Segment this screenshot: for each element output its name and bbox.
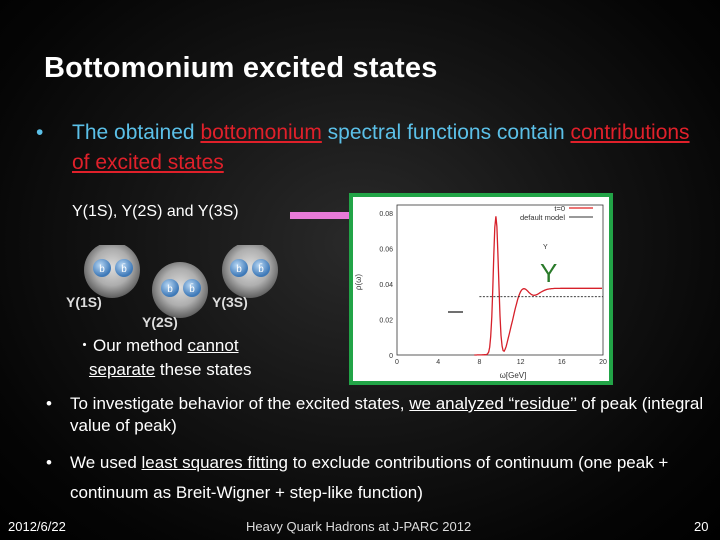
meson-2s <box>152 262 208 318</box>
bullet-text: spectral functions contain <box>321 121 571 144</box>
method-prefix: ・Our method <box>76 336 188 355</box>
y-tick-label: 0.08 <box>379 211 393 218</box>
y-tick-label: 0.04 <box>379 282 393 289</box>
meson-3s <box>222 245 278 298</box>
x-tick-label: 0 <box>395 359 399 366</box>
states-label: Y(1S), Y(2S) and Y(3S) <box>72 203 239 220</box>
bullet-obtained-spectral <box>36 118 692 178</box>
bullet-text: The obtained <box>72 121 201 144</box>
bullet-residue <box>46 393 720 437</box>
cannot-text: cannot <box>187 336 239 355</box>
y-tick-label: 0 <box>389 353 393 360</box>
method-rest: these states <box>155 360 252 379</box>
meson-2s-label: Y(2S) <box>142 314 178 330</box>
x-tick-label: 20 <box>599 359 607 366</box>
x-tick-label: 12 <box>516 359 525 366</box>
bullet-fitting <box>46 448 720 508</box>
excited-states-highlight: contributions of excited states <box>72 121 690 174</box>
bullet-text: To investigate behavior of the excited states, <box>70 394 410 413</box>
meson-1s <box>84 245 140 298</box>
y-tick-label: 0.06 <box>379 246 393 254</box>
peak-annotation: Y <box>543 244 548 251</box>
meson-illustrations <box>62 245 332 335</box>
bullet-text: We used <box>70 453 142 472</box>
quark-label: b <box>99 264 105 275</box>
antiquark-label: b̄ <box>121 264 127 275</box>
x-axis-label: ω[GeV] <box>499 371 527 380</box>
fitting-highlight: least squares fitting <box>141 453 288 472</box>
x-tick-label: 4 <box>436 359 441 366</box>
spectral-curve <box>474 216 602 355</box>
y-tick-label: 0.02 <box>379 317 393 325</box>
meson-3s-label: Y(3S) <box>212 294 248 310</box>
meson-1s-label: Y(1S) <box>66 294 102 310</box>
antiquark-label: b̄ <box>189 284 195 295</box>
footer-date: 2012/6/22 <box>8 519 66 534</box>
plot-frame <box>397 205 603 355</box>
slide-title: Bottomonium excited states <box>44 52 438 84</box>
separate-text: separate <box>89 360 156 379</box>
y-tick-labels <box>379 211 393 360</box>
y-axis-label: ρ(ω) <box>354 273 363 291</box>
antiquark-label: b̄ <box>258 264 264 275</box>
bullet-text: to exclude contributions of continuum (one peak + continuum as Breit-Wigner + step-like function) <box>70 453 669 502</box>
plot-canvas <box>353 197 609 381</box>
bullet-marker: • <box>46 394 52 413</box>
quark-label: b <box>236 264 242 275</box>
bullet-marker: • <box>36 121 44 144</box>
bullet-text: of peak (integral value of peak) <box>70 394 704 435</box>
legend-entry-2: default model <box>519 213 565 222</box>
x-tick-label: 16 <box>557 359 566 366</box>
footer-event: Heavy Quark Hadrons at J-PARC 2012 <box>246 519 472 534</box>
page-number: 20 <box>694 519 709 534</box>
legend-entry-1: t=0 <box>554 204 565 213</box>
x-tick-label: 8 <box>477 359 482 366</box>
bullet-marker: • <box>46 453 52 472</box>
bottomonium-highlight: bottomonium <box>200 121 322 144</box>
quark-label: b <box>167 284 173 295</box>
method-note <box>76 334 252 382</box>
upsilon-label: Y <box>540 258 558 288</box>
spectral-function-plot <box>349 193 613 385</box>
x-tick-labels <box>395 359 607 366</box>
residue-highlight: we analyzed “residue’’ <box>409 394 577 413</box>
